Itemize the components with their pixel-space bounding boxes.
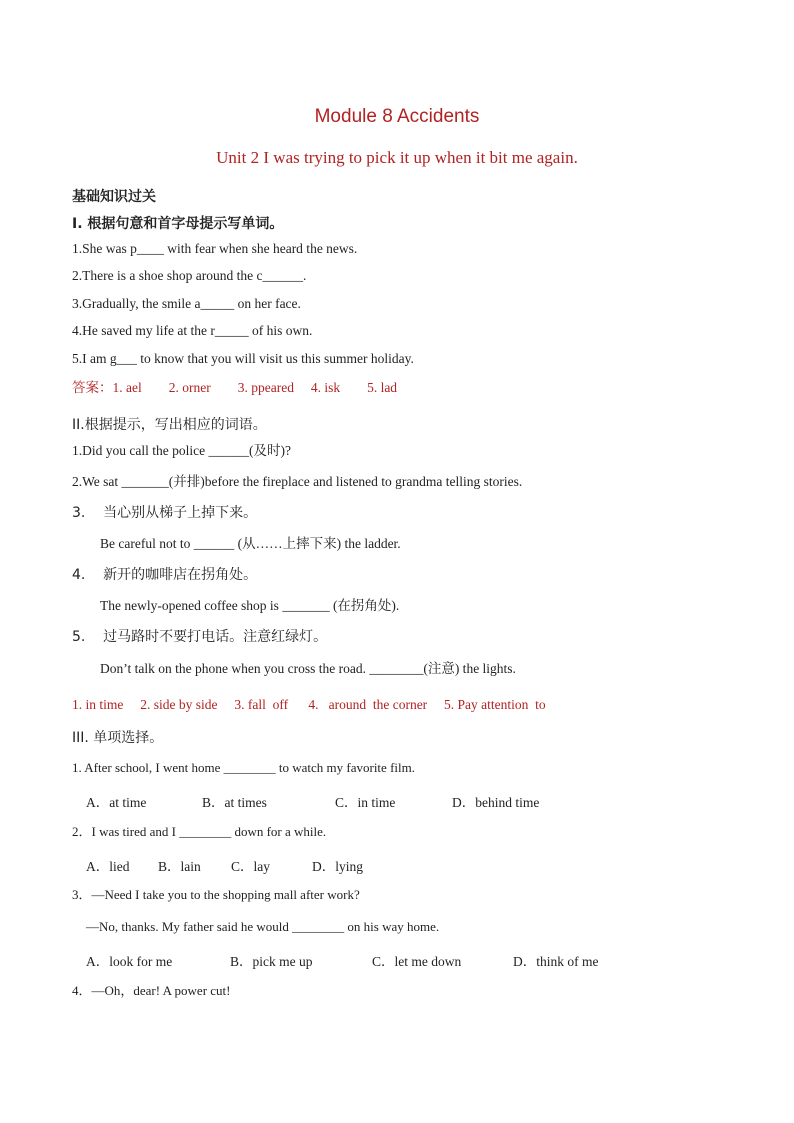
section-2-question-3-chinese: 3. 当心别从梯子上掉下来。 <box>72 505 258 521</box>
section-1-item-3: 3.Gradually, the smile a_____ on her face. <box>72 296 301 311</box>
mcq-2-option-c: C．lay <box>231 859 270 874</box>
mcq-3-stem: 3．—Need I take you to the shopping mall after work? <box>72 887 360 902</box>
mcq-2-option-d: D．lying <box>312 859 364 874</box>
unit-subtitle: Unit 2 I was trying to pick it up when it bit me again. <box>216 148 578 167</box>
mcq-3-option-b: B．pick me up <box>230 954 313 969</box>
section-1-title: I. 根据句意和首字母提示写单词。 <box>72 216 284 232</box>
module-title: Module 8 Accidents <box>314 106 480 127</box>
section-2-question-3-english: Be careful not to ______ (从……上摔下来) the ladder. <box>100 536 401 551</box>
section-3-title: III. 单项选择。 <box>72 730 164 746</box>
mcq-1-option-c: C．in time <box>335 795 396 810</box>
mcq-1-option-b: B．at times <box>202 795 267 810</box>
section-2-question-2: 2.We sat _______(并排)before the fireplace and listened to grandma telling stories. <box>72 474 523 489</box>
section-2-question-1: 1.Did you call the police ______(及时)? <box>72 443 291 458</box>
section-1-item-4: 4.He saved my life at the r_____ of his own. <box>72 323 313 338</box>
section-2-question-4-chinese: 4. 新开的咖啡店在拐角处。 <box>72 567 258 583</box>
section-1-item-1: 1.She was p____ with fear when she heard the news. <box>72 241 358 256</box>
section-2-question-5-chinese: 5. 过马路时不要打电话。注意红绿灯。 <box>72 629 328 645</box>
mcq-3-option-c: C．let me down <box>372 954 462 969</box>
section-2-title: II.根据提示，写出相应的词语。 <box>72 417 267 433</box>
mcq-3-stem-response: —No, thanks. My father said he would ________ on his way home. <box>86 919 440 934</box>
section-1-item-2: 2.There is a shoe shop around the c______. <box>72 268 307 283</box>
mcq-2-option-a: A．lied <box>86 859 130 874</box>
mcq-3-option-a: A．look for me <box>86 954 173 969</box>
basic-knowledge-heading: 基础知识过关 <box>72 189 156 205</box>
mcq-2-option-b: B．lain <box>158 859 201 874</box>
section-2-answer: 1. in time 2. side by side 3. fall off 4. around the corner 5. Pay attention to <box>72 697 546 712</box>
section-1-answer: 答案：1. ael 2. orner 3. ppeared 4. isk 5. lad <box>72 380 398 395</box>
section-2-question-4-english: The newly-opened coffee shop is _______ (在拐角处). <box>100 598 400 613</box>
section-2-question-5-english: Don’t talk on the phone when you cross the road. ________(注意) the lights. <box>100 661 516 676</box>
mcq-2-stem: 2．I was tired and I ________ down for a while. <box>72 824 327 839</box>
mcq-3-option-d: D．think of me <box>513 954 599 969</box>
mcq-1-option-d: D．behind time <box>452 795 540 810</box>
section-1-item-5: 5.I am g___ to know that you will visit us this summer holiday. <box>72 351 414 366</box>
mcq-1-stem: 1. After school, I went home ________ to watch my favorite film. <box>72 760 415 775</box>
mcq-1-option-a: A．at time <box>86 795 147 810</box>
mcq-4-stem: 4．—Oh，dear! A power cut! <box>72 983 231 998</box>
